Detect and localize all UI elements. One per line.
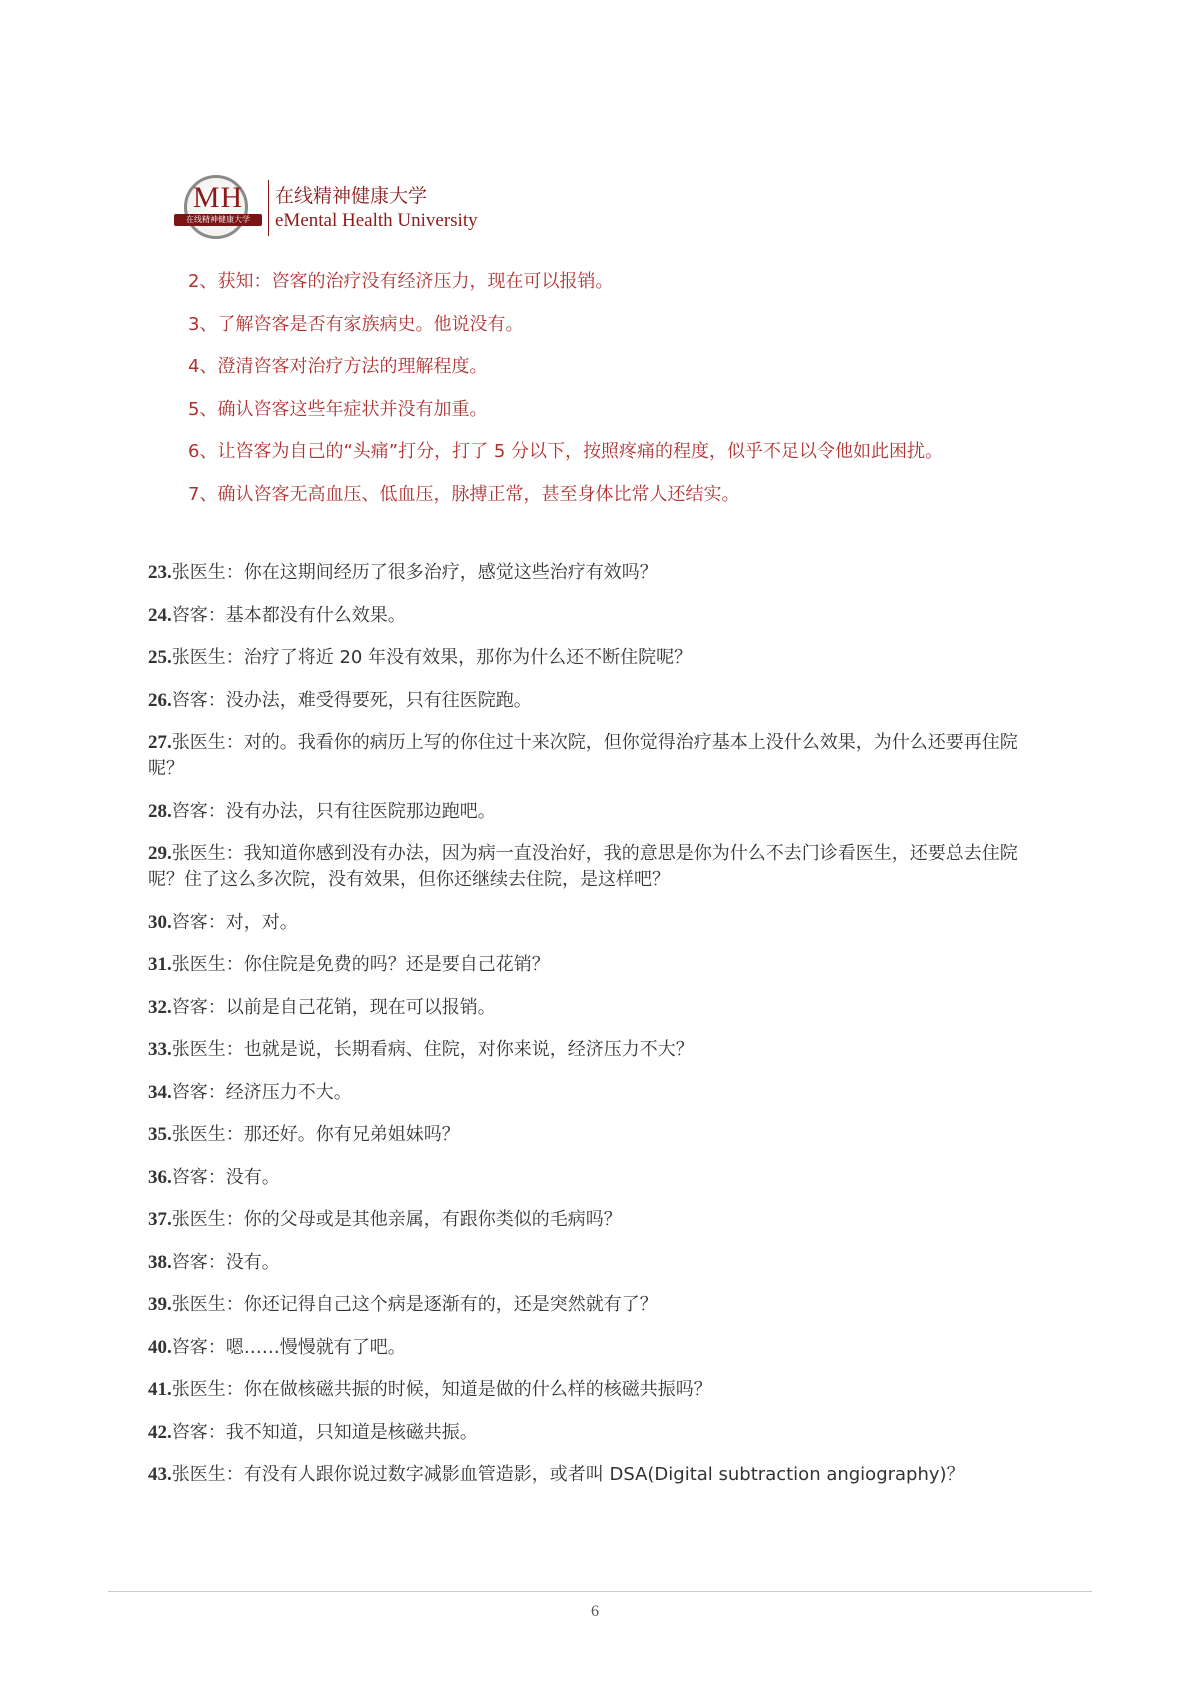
line-number: 36. (148, 1166, 172, 1188)
line-text: 咨客：没有。 (171, 1251, 280, 1273)
line-number: 23. (148, 562, 172, 583)
line-text: 张医生：你在这期间经历了很多治疗，感觉这些治疗有效吗？ (171, 562, 658, 583)
university-logo-seal (178, 175, 258, 241)
line-number: 28. (148, 800, 172, 822)
line-number: 42. (148, 1421, 172, 1443)
header-text (275, 183, 478, 233)
line-text: 咨客：对，对。 (171, 911, 298, 933)
university-header (178, 176, 478, 240)
line-number: 26. (148, 689, 172, 711)
line-number: 29. (148, 843, 172, 864)
page-number: 6 (591, 1603, 599, 1620)
dialogue-line (148, 1122, 1048, 1148)
dialogue-line (148, 688, 1048, 714)
dialogue-line (148, 603, 1048, 629)
summary-item: 6、让咨客为自己的“头痛”打分，打了 5 分以下，按照疼痛的程度，似乎不足以令他如此困扰。 (188, 441, 943, 462)
line-text: 张医生：你在做核磁共振的时候，知道是做的什么样的核磁共振吗？ (171, 1379, 712, 1400)
summary-item: 2、获知：咨客的治疗没有经济压力，现在可以报销。 (188, 271, 614, 292)
dialogue-line (148, 1037, 1048, 1063)
line-text: 张医生：有没有人跟你说过数字减影血管造影，或者叫 DSA(Digital subtraction angiography)？ (171, 1464, 965, 1485)
line-text: 张医生：那还好。你有兄弟姐妹吗？ (171, 1124, 460, 1145)
dialogue-line (148, 910, 1048, 936)
dialogue-line (148, 1335, 1048, 1361)
line-number: 33. (148, 1039, 172, 1060)
line-number: 30. (148, 911, 172, 933)
line-text: 张医生：也就是说，长期看病、住院，对你来说，经济压力不大？ (171, 1039, 694, 1060)
line-text: 张医生：你的父母或是其他亲属，有跟你类似的毛病吗？ (171, 1209, 622, 1230)
line-number: 32. (148, 996, 172, 1018)
dialogue-line (148, 1292, 1048, 1318)
line-text: 咨客：我不知道，只知道是核磁共振。 (171, 1421, 478, 1443)
line-number: 41. (148, 1379, 172, 1400)
summary-item: 7、确认咨客无高血压、低血压，脉搏正常，甚至身体比常人还结实。 (188, 483, 740, 505)
dialogue-line (148, 1165, 1048, 1191)
line-text: 咨客：没有办法，只有往医院那边跑吧。 (171, 800, 496, 822)
line-text: 咨客：以前是自己花销，现在可以报销。 (171, 996, 496, 1018)
line-text: 咨客：经济压力不大。 (171, 1081, 352, 1103)
seal-monogram: MH (192, 181, 244, 214)
line-number: 43. (148, 1464, 172, 1485)
line-text: 张医生：你住院是免费的吗？还是要自己花销？ (171, 954, 550, 975)
line-number: 34. (148, 1081, 172, 1103)
summary-item: 3、了解咨客是否有家族病史。他说没有。 (188, 313, 524, 335)
dialogue-line (148, 1420, 1048, 1446)
line-number: 40. (148, 1336, 172, 1358)
line-text: 咨客：没有。 (171, 1166, 280, 1188)
dialogue-line (148, 952, 1048, 978)
seal-ribbon: 在线精神健康大学 (174, 214, 262, 226)
line-text: 张医生：对的。我看你的病历上写的你住过十来次院，但你觉得治疗基本上没什么效果，为什么还要再住院呢？ (148, 732, 1018, 779)
footer-divider (108, 1591, 1092, 1592)
line-number: 27. (148, 732, 172, 753)
university-name-en: eMental Health University (275, 210, 478, 231)
dialogue-line (148, 1377, 1048, 1403)
dialogue-line (148, 645, 1048, 671)
dialogue-line (148, 1207, 1048, 1233)
dialogue-line (148, 1462, 1048, 1488)
line-number: 35. (148, 1124, 172, 1145)
dialogue-line (148, 1250, 1048, 1276)
dialogue-line (148, 995, 1048, 1021)
line-text: 咨客：没办法，难受得要死，只有往医院跑。 (171, 689, 532, 711)
line-text: 张医生：治疗了将近 20 年没有效果，那你为什么还不断住院呢？ (171, 647, 693, 668)
summary-item: 5、确认咨客这些年症状并没有加重。 (188, 398, 488, 420)
dialogue-line (148, 1080, 1048, 1106)
line-number: 25. (148, 647, 172, 668)
line-text: 咨客：基本都没有什么效果。 (171, 604, 406, 626)
line-number: 31. (148, 954, 172, 975)
dialogue-line (148, 799, 1048, 825)
dialogue-transcript (148, 560, 1048, 1505)
dialogue-line (148, 560, 1048, 586)
line-text: 张医生：你还记得自己这个病是逐渐有的，还是突然就有了？ (171, 1294, 658, 1315)
line-number: 39. (148, 1294, 172, 1315)
session-summary-list (188, 270, 1068, 525)
dialogue-line (148, 730, 1048, 782)
line-number: 38. (148, 1251, 172, 1273)
university-name-cn: 在线精神健康大学 (275, 185, 428, 207)
line-number: 37. (148, 1209, 172, 1230)
header-divider (268, 180, 269, 236)
summary-item: 4、澄清咨客对治疗方法的理解程度。 (188, 356, 488, 377)
line-text: 咨客：嗯……慢慢就有了吧。 (171, 1336, 406, 1358)
line-number: 24. (148, 604, 172, 626)
line-text: 张医生：我知道你感到没有办法，因为病一直没治好，我的意思是你为什么不去门诊看医生，还要总去住院呢？住了这么多次院，没有效果，但你还继续去住院，是这样吧？ (148, 843, 1018, 890)
dialogue-line (148, 841, 1048, 893)
